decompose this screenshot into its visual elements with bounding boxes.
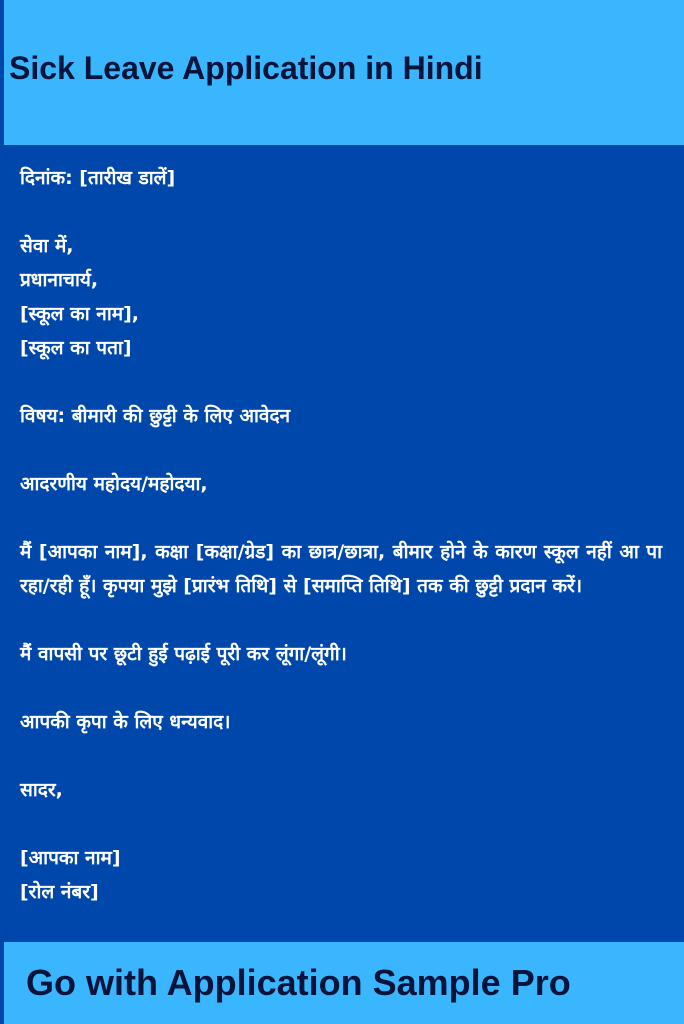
promise-line: मैं वापसी पर छूटी हुई पढ़ाई पूरी कर लूंगा/लूंगी। (20, 643, 347, 665)
letter-body (0, 145, 684, 942)
to-line: सेवा में, (20, 235, 74, 257)
footer-banner (0, 942, 684, 1024)
school-address-line: [स्कूल का पता] (20, 337, 132, 359)
body-paragraph: मैं [आपका नाम], कक्षा [कक्षा/ग्रेड] का छात्र/छात्रा, बीमार होने के कारण स्कूल नहीं आ पा रहा/रही हूँ। कृपया मुझे [प्रारंभ तिथि] से [समाप्ति तिथि] तक की छुट्टी प्रदान करें। (20, 541, 662, 597)
recipient-line: प्रधानाचार्य, (20, 269, 99, 291)
roll-number-line: [रोल नंबर] (20, 881, 99, 903)
thanks-line: आपकी कृपा के लिए धन्यवाद। (20, 711, 231, 733)
footer-text: Go with Application Sample Pro (26, 962, 571, 1003)
salutation-line: आदरणीय महोदय/महोदया, (20, 473, 208, 495)
school-name-line: [स्कूल का नाम], (20, 303, 140, 325)
closing-line: सादर, (20, 779, 63, 801)
title-banner (0, 0, 684, 145)
sender-name-line: [आपका नाम] (20, 847, 121, 869)
page-title: Sick Leave Application in Hindi (9, 50, 483, 86)
subject-line: विषय: बीमारी की छुट्टी के लिए आवेदन (20, 405, 291, 427)
date-line: दिनांक: [तारीख डालें] (20, 167, 176, 189)
